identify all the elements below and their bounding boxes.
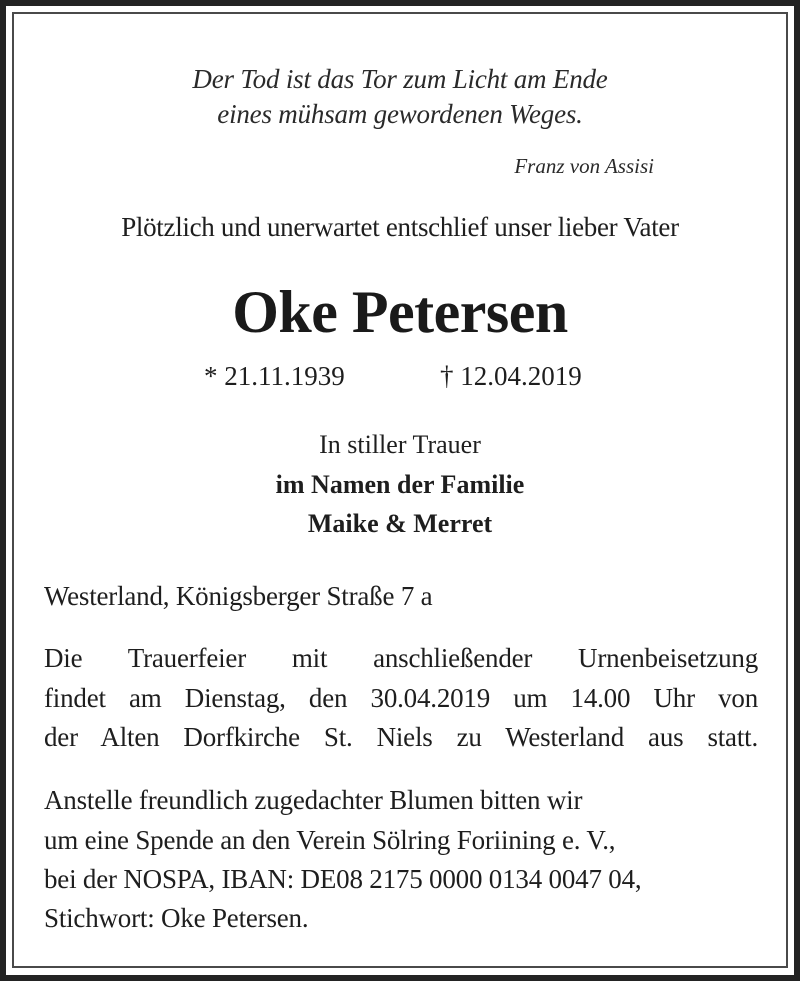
funeral-line: Die Trauerfeier mit anschließender Urnenbeisetzung (44, 643, 758, 673)
birth-date: * 21.11.1939 (204, 361, 345, 391)
donation-line: bei der NOSPA, IBAN: DE08 2175 0000 0134 0047 04, (44, 864, 642, 894)
funeral-line: der Alten Dorfkirche St. Niels zu Westerland aus statt. (44, 722, 758, 752)
donation-line: um eine Spende an den Verein Sölring Foriining e. V., (44, 825, 616, 855)
mourners-line-2: im Namen der Familie (275, 470, 525, 499)
mourners-line-3: Maike & Merret (307, 509, 493, 538)
address: Westerland, Königsberger Straße 7 a (44, 581, 433, 611)
deceased-name: Oke Petersen (232, 279, 568, 345)
quote-author: Franz von Assisi (514, 154, 654, 178)
donation-line: Anstelle freundlich zugedachter Blumen bitten wir (44, 785, 583, 815)
donation-line: Stichwort: Oke Petersen. (44, 903, 309, 933)
quote-line-1: Der Tod ist das Tor zum Licht am Ende (192, 64, 608, 94)
funeral-line: findet am Dienstag, den 30.04.2019 um 14.00 Uhr von (44, 683, 758, 713)
death-date: † 12.04.2019 (440, 361, 582, 391)
intro-text: Plötzlich und unerwartet entschlief unser lieber Vater (121, 212, 679, 242)
quote-line-2: eines mühsam gewordenen Weges. (217, 99, 583, 129)
mourners-line-1: In stiller Trauer (319, 430, 481, 459)
